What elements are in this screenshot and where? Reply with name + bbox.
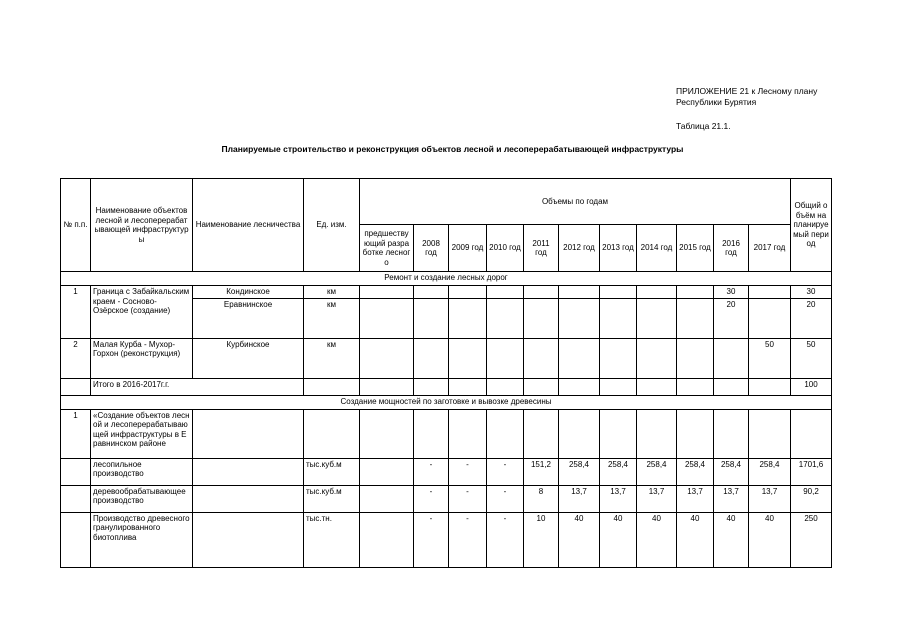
year-header-prev: предшествующий разработке лесного [360,225,414,272]
value-cell: 258,4 [749,458,791,485]
unit: км [304,298,360,338]
object-name: лесопильное производство [91,458,193,485]
table-row [61,409,832,458]
header-row [61,179,832,225]
value-cell: 13,7 [714,485,749,512]
table-row [61,485,832,512]
appendix-line-2: Республики Бурятия [676,97,757,107]
unit: тыс.тн. [304,512,360,567]
col-num-header: № п.п. [61,179,91,272]
col-unit-header: Ед. изм. [304,179,360,272]
value-cell: 40 [600,512,637,567]
total-value: 250 [791,512,832,567]
value-cell: 40 [559,512,600,567]
table-row [61,512,832,567]
table-row [61,338,832,378]
document-title: Планируемые строительство и реконструкция объектов лесной и лесоперерабатывающей инфраструктуры [221,144,684,154]
value-cell: 258,4 [714,458,749,485]
appendix-line-1: ПРИЛОЖЕНИЕ 21 к Лесному плану [676,86,818,96]
total-label: Итого в 2016-2017г.г. [91,378,304,395]
col-total-header: Общий объём на планируемый период [791,179,832,272]
value-cell: 40 [714,512,749,567]
value-cell: 151,2 [524,458,559,485]
value-cell: - [449,512,487,567]
total-value: 20 [791,298,832,338]
value-2016: 20 [714,298,749,338]
table-row [61,458,832,485]
value-cell: - [414,458,449,485]
value-cell [360,458,414,485]
year-header-2012: 2012 год [559,225,600,272]
year-header-2011: 2011 год [524,225,559,272]
unit: км [304,286,360,299]
section-row-roads [61,272,832,286]
value-cell: 258,4 [637,458,677,485]
total-value: 90,2 [791,485,832,512]
table-number: Таблица 21.1. [676,121,731,131]
unit: км [304,338,360,378]
section-row-capacity [61,395,832,409]
object-name: Малая Курба - Мухор-Горхон (реконструкция) [91,338,193,378]
object-name: Граница с Забайкальским краем - Сосново-Озёрское (создание) [91,286,193,339]
year-header-2017: 2017 год [749,225,791,272]
value-2016: 30 [714,286,749,299]
value-cell: 258,4 [559,458,600,485]
value-cell: 8 [524,485,559,512]
object-name: деревообрабатывающее производство [91,485,193,512]
infrastructure-table [60,178,832,568]
value-cell: 40 [749,512,791,567]
year-header-2013: 2013 год [600,225,637,272]
section-title-roads: Ремонт и создание лесных дорог [61,272,832,286]
value-cell: - [414,512,449,567]
value-cell: 40 [637,512,677,567]
section-title-capacity: Создание мощностей по заготовке и вывозке древесины [61,395,832,409]
forestry-name: Еравнинское [193,298,304,338]
col-forestry-header: Наименование лесничества [193,179,304,272]
value-cell: 13,7 [600,485,637,512]
row-num: 2 [61,338,91,378]
value-cell: 13,7 [559,485,600,512]
value-cell: 13,7 [749,485,791,512]
value-cell: - [487,485,524,512]
value-2017: 50 [749,338,791,378]
year-header-2015: 2015 год [677,225,714,272]
value-cell: - [487,458,524,485]
col-volumes-header: Объемы по годам [360,179,791,225]
object-name: Производство древесного гранулированного биотоплива [91,512,193,567]
value-cell: 258,4 [600,458,637,485]
value-cell: 13,7 [637,485,677,512]
value-cell [360,512,414,567]
year-header-2008: 2008 год [414,225,449,272]
year-header-2010: 2010 год [487,225,524,272]
table-row [61,286,832,299]
appendix-note [676,86,876,108]
unit: тыс.куб.м [304,485,360,512]
value-cell: 40 [677,512,714,567]
unit: тыс.куб.м [304,458,360,485]
total-value: 30 [791,286,832,299]
year-header-2016: 2016 год [714,225,749,272]
value-cell: 13,7 [677,485,714,512]
forestry-name: Курбинское [193,338,304,378]
year-header-2009: 2009 год [449,225,487,272]
value-cell: - [449,458,487,485]
year-header-2014: 2014 год [637,225,677,272]
total-value: 50 [791,338,832,378]
value-cell [360,485,414,512]
forestry-name: Кондинское [193,286,304,299]
total-value: 100 [791,378,832,395]
object-name: «Создание объектов лесной и лесоперерабатывающей инфраструктуры в Еравнинском районе [91,409,193,458]
value-cell: 10 [524,512,559,567]
value-cell: - [414,485,449,512]
total-value: 1701,6 [791,458,832,485]
row-num: 1 [61,286,91,339]
value-cell: 258,4 [677,458,714,485]
value-cell: - [487,512,524,567]
col-object-header: Наименование объектов лесной и лесоперерабатывающей инфраструктуры [91,179,193,272]
value-cell: - [449,485,487,512]
total-row [61,378,832,395]
row-num: 1 [61,409,91,458]
